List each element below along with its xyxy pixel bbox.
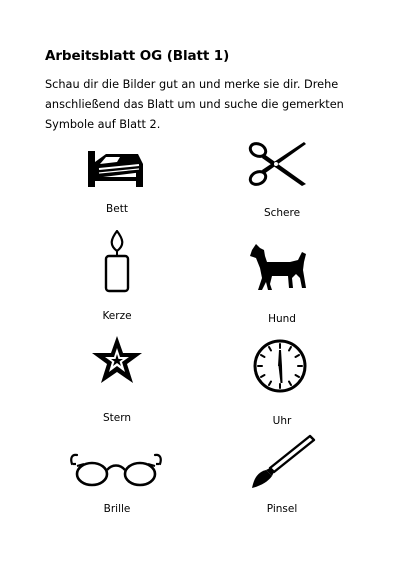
- star-icon: [90, 334, 144, 386]
- candle-icon: [100, 230, 134, 294]
- page-title: Arbeitsblatt OG (Blatt 1): [45, 48, 230, 64]
- paintbrush-icon: [248, 432, 316, 492]
- bed-icon: [86, 148, 146, 190]
- label-bett: Bett: [106, 203, 128, 215]
- label-brille: Brille: [103, 503, 131, 515]
- label-stern: Stern: [102, 412, 132, 424]
- label-uhr: Uhr: [272, 415, 292, 427]
- label-pinsel: Pinsel: [266, 503, 298, 515]
- clock-icon: [252, 338, 308, 394]
- scissors-icon: [246, 140, 308, 190]
- label-kerze: Kerze: [102, 310, 132, 322]
- instructions-text: Schau dir die Bilder gut an und merke sie dir. Drehe anschließend das Blatt um und suche die gemerkten Symbole auf Blatt 2.: [45, 78, 344, 131]
- label-hund: Hund: [268, 313, 296, 325]
- label-schere: Schere: [263, 207, 301, 219]
- glasses-icon: [68, 450, 164, 490]
- dog-icon: [248, 240, 312, 296]
